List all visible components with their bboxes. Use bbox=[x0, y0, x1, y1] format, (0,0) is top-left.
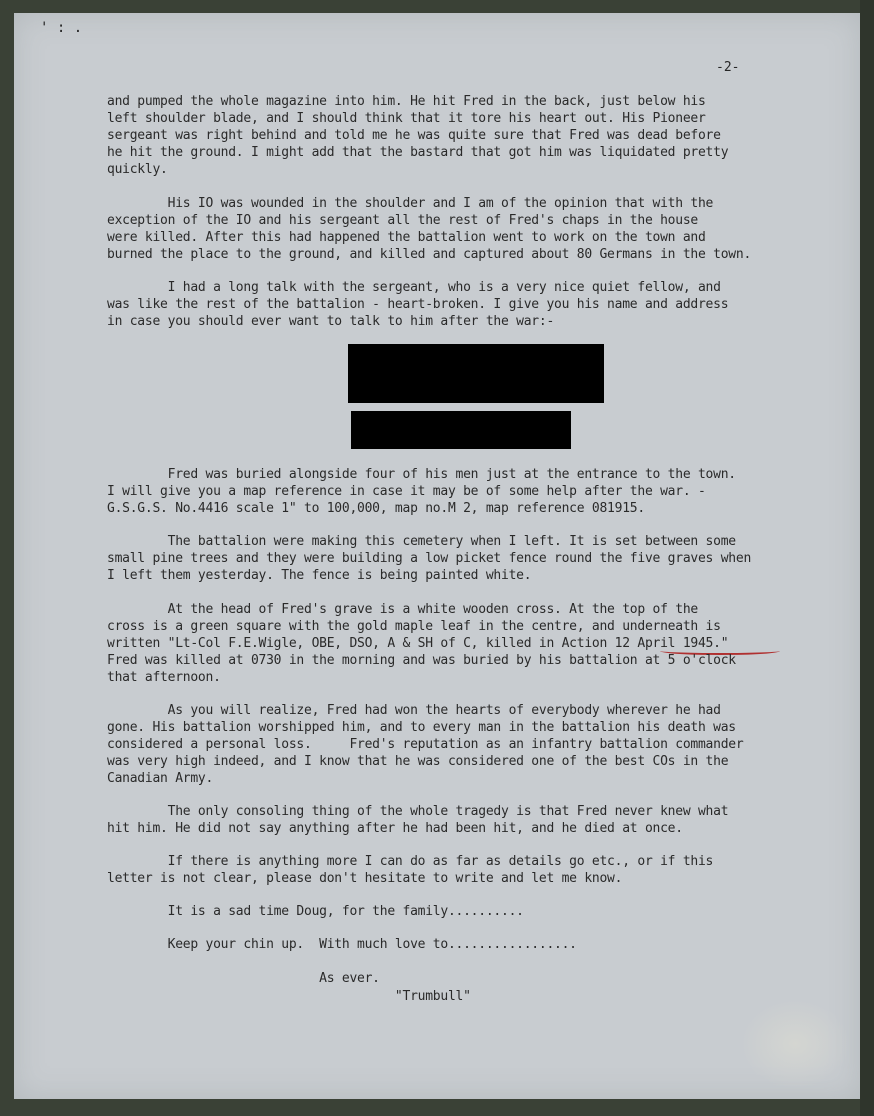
letter-line: considered a personal loss. Fred's reputation as an infantry battalion commander bbox=[107, 737, 744, 752]
letter-line: burned the place to the ground, and killed and captured about 80 Germans in the town. bbox=[107, 247, 752, 262]
letter-line: were killed. After this had happened the battalion went to work on the town and bbox=[107, 230, 706, 245]
letter-line: he hit the ground. I might add that the bastard that got him was liquidated pretty bbox=[107, 145, 729, 160]
letter-line: I left them yesterday. The fence is being painted white. bbox=[107, 568, 532, 583]
letter-line: left shoulder blade, and I should think that it tore his heart out. His Pioneer bbox=[107, 111, 706, 126]
letter-line: Canadian Army. bbox=[107, 771, 214, 786]
letter-line: quickly. bbox=[107, 162, 168, 177]
letter-line: G.S.G.S. No.4416 scale 1" to 100,000, map no.M 2, map reference 081915. bbox=[107, 501, 645, 516]
letter-line: gone. His battalion worshipped him, and to every man in the battalion his death was bbox=[107, 720, 736, 735]
letter-line: The only consoling thing of the whole tragedy is that Fred never knew what bbox=[107, 804, 729, 819]
letter-line: and pumped the whole magazine into him. He hit Fred in the back, just below his bbox=[107, 94, 706, 109]
scan-border bbox=[860, 0, 874, 1116]
letter-line: At the head of Fred's grave is a white wooden cross. At the top of the bbox=[107, 602, 698, 617]
letter-line: in case you should ever want to talk to him after the war:- bbox=[107, 314, 555, 329]
letter-line: As you will realize, Fred had won the hearts of everybody wherever he had bbox=[107, 703, 721, 718]
letter-line: sergeant was right behind and told me he was quite sure that Fred was dead before bbox=[107, 128, 721, 143]
letter-line: cross is a green square with the gold maple leaf in the centre, and underneath is bbox=[107, 619, 721, 634]
letter-line: Fred was buried alongside four of his men just at the entrance to the town. bbox=[107, 467, 736, 482]
letter-line: Keep your chin up. With much love to................. bbox=[107, 937, 577, 952]
letter-line: I will give you a map reference in case it may be of some help after the war. - bbox=[107, 484, 706, 499]
letter-line: Fred was killed at 0730 in the morning and was buried by his battalion at 5 o'clock bbox=[107, 653, 736, 668]
signature-line: "Trumbull" bbox=[107, 989, 471, 1004]
letter-line: hit him. He did not say anything after he had been hit, and he died at once. bbox=[107, 821, 683, 836]
letter-line: I had a long talk with the sergeant, who is a very nice quiet fellow, and bbox=[107, 280, 721, 295]
letter-line: was like the rest of the battalion - heart-broken. I give you his name and address bbox=[107, 297, 729, 312]
corner-marks: ' : . bbox=[40, 20, 83, 36]
letter-line: exception of the IO and his sergeant all the rest of Fred's chaps in the house bbox=[107, 213, 698, 228]
letter-line: letter is not clear, please don't hesitate to write and let me know. bbox=[107, 871, 623, 886]
letter-line: It is a sad time Doug, for the family.......... bbox=[107, 904, 524, 919]
letter-line: small pine trees and they were building a low picket fence round the five graves when bbox=[107, 551, 752, 566]
redacted-name-block bbox=[348, 344, 604, 403]
redacted-address-block bbox=[351, 411, 571, 449]
letter-line: If there is anything more I can do as far as details go etc., or if this bbox=[107, 854, 714, 869]
page-number: -2- bbox=[716, 60, 740, 75]
letter-line: was very high indeed, and I know that he was considered one of the best COs in the bbox=[107, 754, 729, 769]
letter-line: The battalion were making this cemetery when I left. It is set between some bbox=[107, 534, 736, 549]
letter-line: that afternoon. bbox=[107, 670, 221, 685]
closing-line: As ever. bbox=[107, 971, 380, 986]
paper-stain bbox=[740, 999, 850, 1089]
letter-line: written "Lt-Col F.E.Wigle, OBE, DSO, A & SH of C, killed in Action 12 April 1945." bbox=[107, 636, 729, 651]
letter-line: His IO was wounded in the shoulder and I am of the opinion that with the bbox=[107, 196, 714, 211]
